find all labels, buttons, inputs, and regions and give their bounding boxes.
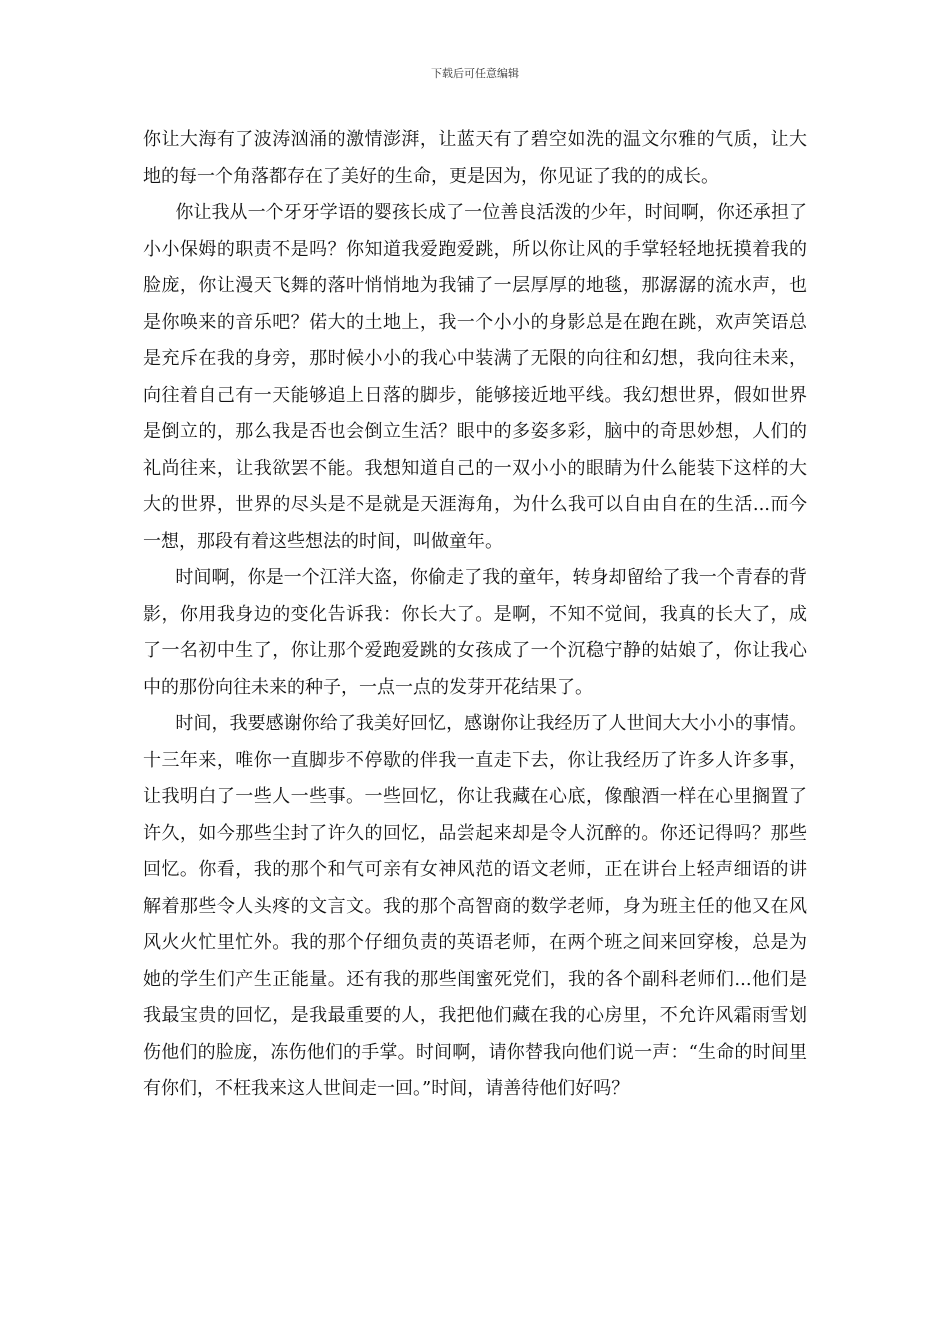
paragraph-3: 时间啊，你是一个江洋大盗，你偷走了我的童年，转身却留给了我一个青春的背影，你用我身边的变化告诉我：你长大了。是啊，不知不觉间，我真的长大了，成了一名初中生了，你让那个爱跑爱跳的女孩成了一个沉稳宁静的姑娘了，你让我心中的那份向往未来的种子，一点一点的发芽开花结果了。 bbox=[143, 567, 807, 698]
paragraph-1: 你让大海有了波涛汹涌的激情澎湃，让蓝天有了碧空如洗的温文尔雅的气质，让大地的每一个角落都存在了美好的生命，更是因为，你见证了我的的成长。 bbox=[143, 129, 807, 187]
page-header: 下载后可任意编辑 bbox=[431, 67, 519, 80]
paragraph-4: 时间，我要感谢你给了我美好回忆，感谢你让我经历了人世间大大小小的事情。十三年来，唯你一直脚步不停歇的伴我一直走下去，你让我经历了许多人许多事，让我明白了一些人一些事。一些回忆，你让我藏在心底，像酿酒一样在心里搁置了许久，如今那些尘封了许久的回忆，品尝起来却是令人沉醉的。你还记得吗？那些回忆。你看，我的那个和气可亲有女神风范的语文老师，正在讲台上轻声细语的讲解着那些令人头疼的文言文。我的那个高智商的数学老师，身为班主任的他又在风风火火忙里忙外。我的那个仔细负责的英语老师，在两个班之间来回穿梭，总是为她的学生们产生正能量。还有我的那些闺蜜死党们，我的各个副科老师们...他们是我最宝贵的回忆，是我最重要的人，我把他们藏在我的心房里，不允许风霜雨雪划伤他们的脸庞，冻伤他们的手掌。时间啊，请你替我向他们说一声：“生命的时间里有你们，不枉我来这人世间走一回。”时间，请善待他们好吗？ bbox=[143, 713, 807, 1099]
paragraph-2: 你让我从一个牙牙学语的婴孩长成了一位善良活泼的少年，时间啊，你还承担了小小保姆的职责不是吗？你知道我爱跑爱跳，所以你让风的手掌轻轻地抚摸着我的脸庞，你让漫天飞舞的落叶悄悄地为我铺了一层厚厚的地毯，那潺潺的流水声，也是你唤来的音乐吧？偌大的土地上，我一个小小的身影总是在跑在跳，欢声笑语总是充斥在我的身旁，那时候小小的我心中装满了无限的向往和幻想，我向往未来，向往着自己有一天能够追上日落的脚步，能够接近地平线。我幻想世界，假如世界是倒立的，那么我是否也会倒立生活？眼中的多姿多彩，脑中的奇思妙想，人们的礼尚往来，让我欲罢不能。我想知道自己的一双小小的眼睛为什么能装下这样的大大的世界，世界的尽头是不是就是天涯海角，为什么我可以自由自在的生活...而今一想，那段有着这些想法的时间，叫做童年。 bbox=[143, 202, 807, 552]
article-body bbox=[143, 122, 807, 1108]
